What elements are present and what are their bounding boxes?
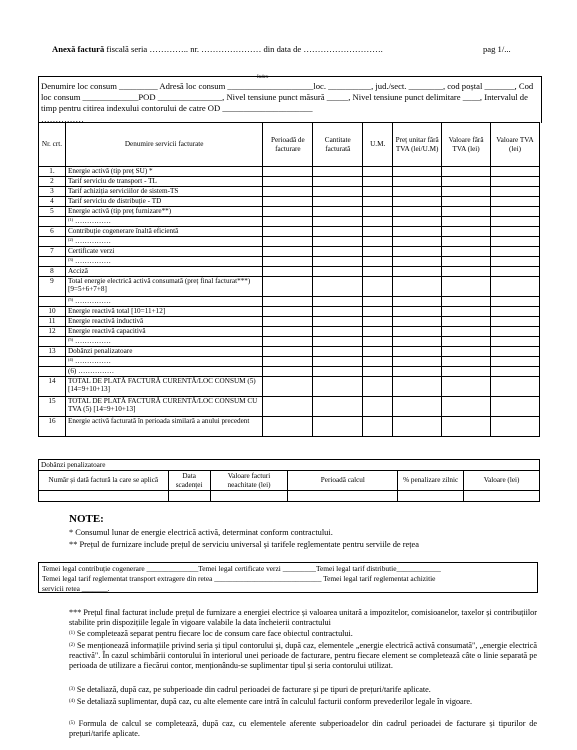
service-name [65,217,262,227]
empty-cell [313,357,363,367]
row-number: 6 [39,227,66,237]
legal-basis-line-1: Temei legal contribuție cogenerare ______________Temei legal certificate verzi _________Temei legal tarif distributie____________ [42,564,441,573]
empty-cell [313,327,363,337]
consumption-place-dots: …………… [41,114,84,124]
empty-cell [491,327,540,337]
empty-cell [442,167,491,177]
empty-cell [491,177,540,187]
penalty-column-header-4: Perioadă calcul [288,471,398,491]
empty-cell [393,247,442,257]
empty-cell [363,337,393,347]
row-number [39,337,66,347]
empty-cell [263,307,313,317]
empty-cell [393,377,442,397]
empty-cell [363,417,393,437]
empty-cell [393,227,442,237]
empty-cell [313,297,363,307]
row-number: 10 [39,307,66,317]
service-label: Tarif achiziția serviciilor de sistem-TS [67,187,179,195]
service-row [39,347,540,357]
service-row [39,277,540,297]
row-number: 4 [39,197,66,207]
empty-cell [393,297,442,307]
legal-basis-box [38,562,538,593]
row-number [39,367,66,377]
column-header-2: Denumire servicii facturate [65,123,262,167]
empty-cell [393,217,442,227]
empty-cell [313,277,363,297]
column-header-5: U.M. [363,123,393,167]
empty-cell [313,187,363,197]
empty-cell [491,337,540,347]
footnote-ref: (5) [67,337,74,342]
service-label: Energie activă (tip preț SU) * [67,167,153,175]
service-label: …………… [74,337,111,345]
footnote-3: $^{(3)}$ Se detaliază, după caz, pe subperioade din cadrul perioadei de facturare și pe tipuri de prețuri/tarife aplicate. [69,685,431,694]
empty-cell [442,377,491,397]
service-name [65,357,262,367]
row-number: 3 [39,187,66,197]
service-name [65,247,262,257]
empty-cell [363,217,393,227]
consumption-place-details: Denumire loc consum _________ Adresă loc consum ____________________loc. __________, jud./sect. ________, cod poștal _______, Cod loc consum _____________POD _______________, Nivel tensiune punct măsură _____, Nivel tensiune punct delimitare ____, Intervalul de timp pentru citirea indexului contorului de catre OD _____________________ [41,81,534,113]
empty-cell [491,397,540,417]
column-header-8: Valoare TVA (lei) [491,123,540,167]
empty-cell [491,347,540,357]
empty-cell [263,177,313,187]
empty-cell [363,397,393,417]
service-row [39,217,540,227]
empty-cell [363,297,393,307]
empty-cell [442,187,491,197]
empty-cell [263,317,313,327]
penalty-interest-title: Dobânzi penalizatoare [39,460,540,471]
empty-cell [313,397,363,417]
empty-cell [442,307,491,317]
empty-cell [393,317,442,327]
empty-cell [263,227,313,237]
empty-cell [393,337,442,347]
empty-cell [442,347,491,357]
column-header-3: Perioadă de facturare [263,123,313,167]
service-label: …………… [74,357,111,365]
empty-cell [491,417,540,437]
empty-cell [313,347,363,357]
empty-cell [491,207,540,217]
empty-cell [393,187,442,197]
empty-cell [313,197,363,207]
service-label: TOTAL DE PLATĂ FACTURĂ CURENTĂ/LOC CONSUM (5)[14=9+10+13] [67,377,256,393]
footnote-ref: (2) [67,237,74,242]
empty-cell [442,177,491,187]
empty-cell [442,217,491,227]
service-row [39,187,540,197]
empty-cell [363,227,393,237]
service-row [39,417,540,437]
service-label: Energie reactivă capacitivă [67,327,146,335]
penalty-column-header-2: Data scadenței [168,471,210,491]
empty-cell [313,267,363,277]
service-name [65,337,262,347]
services-table [38,122,540,437]
empty-cell [363,347,393,357]
empty-cell [442,297,491,307]
empty-cell [263,397,313,417]
footnote-1: $^{(1)}$ Se completează separat pentru fiecare loc de consum care face obiectul contractului. [69,629,353,638]
service-name [65,317,262,327]
penalty-column-header-3: Valoare facturi neachitate (lei) [210,471,288,491]
empty-cell [263,247,313,257]
empty-cell [263,357,313,367]
empty-cell [363,247,393,257]
empty-cell [393,307,442,317]
row-number: 16 [39,417,66,437]
empty-cell [491,167,540,177]
column-header-4: Cantitate facturată [313,123,363,167]
empty-cell [442,317,491,327]
empty-cell [491,217,540,227]
empty-cell [442,357,491,367]
empty-cell [363,357,393,367]
empty-cell [313,207,363,217]
service-row [39,297,540,307]
empty-cell [313,307,363,317]
footnote-ref: (4) [67,357,74,362]
service-label: Certificate verzi [67,247,115,255]
empty-cell [363,257,393,267]
row-number: 11 [39,317,66,327]
empty-cell [491,377,540,397]
empty-cell [442,337,491,347]
service-label: …………… [74,257,111,265]
row-number: 9 [39,277,66,297]
empty-cell [442,367,491,377]
service-row [39,377,540,397]
page-number: pag 1/... [483,44,511,54]
service-row [39,247,540,257]
empty-cell [263,187,313,197]
service-label: Energie reactivă inductivă [67,317,144,325]
empty-cell [363,187,393,197]
empty-cell [313,227,363,237]
row-number [39,297,66,307]
row-number: 12 [39,327,66,337]
service-row [39,337,540,347]
empty-cell [491,317,540,327]
service-name [65,237,262,247]
row-number: 1. [39,167,66,177]
row-number: 7 [39,247,66,257]
penalty-column-header-6: Valoare (lei) [464,471,540,491]
empty-cell [393,327,442,337]
empty-cell [491,367,540,377]
service-label: …………… [74,297,111,305]
service-row [39,357,540,367]
column-header-1: Nr. crt. [39,123,66,167]
empty-cell [393,267,442,277]
empty-cell [491,237,540,247]
service-label: Total energie electrică activă consumată (preț final facturat***) [9=5+6+7+8] [67,277,251,293]
empty-cell [393,177,442,187]
empty-cell [393,167,442,177]
empty-cell [442,227,491,237]
service-row [39,207,540,217]
empty-cell [491,257,540,267]
row-number: 8 [39,267,66,277]
empty-cell [491,227,540,237]
service-label: Tarif serviciu de distribuție - TD [67,197,162,205]
service-name [65,207,262,217]
legal-basis-line-2: Temei legal tarif reglementat transport extragere din retea _____________________________ Temei legal tarif reglementat achizitie [42,574,436,583]
empty-cell [313,247,363,257]
service-row [39,327,540,337]
consumption-place-info [38,76,542,123]
service-name [65,277,262,297]
empty-cell [442,197,491,207]
empty-cell [393,417,442,437]
empty-cell [491,357,540,367]
empty-cell [263,267,313,277]
empty-cell [313,317,363,327]
service-label: Dobânzi penalizatoare [67,347,133,355]
service-label: Energie reactivă total [10=11+12] [67,307,166,315]
service-row [39,397,540,417]
service-label: Energie activă (tip preț furnizare**) [67,207,172,215]
service-row [39,257,540,267]
penalty-interest-header [39,471,540,491]
empty-cell [313,257,363,267]
column-header-6: Preț unitar fără TVA (lei/U.M) [393,123,442,167]
empty-cell [393,237,442,247]
notes-title: NOTE: [69,513,104,525]
empty-cell [263,377,313,397]
empty-cell [263,277,313,297]
service-label: Contribuție cogenerare înaltă eficientă [67,227,179,235]
empty-cell [363,267,393,277]
empty-cell [363,177,393,187]
empty-cell [442,267,491,277]
empty-cell [263,327,313,337]
footnote-5: $^{(5)}$ Formula de calcul se completează, după caz, cu elementele aferente subperioadelor din cadrul perioadei de facturare și tipurilor de prețuri/tarife aplicate. [69,719,537,738]
empty-cell [363,307,393,317]
row-number: 14 [39,377,66,397]
service-name [65,197,262,207]
service-name [65,377,262,397]
empty-cell [393,367,442,377]
empty-cell [491,267,540,277]
empty-cell [393,277,442,297]
penalty-interest-empty-row [39,491,540,502]
service-name [65,257,262,267]
empty-cell [442,277,491,297]
penalty-column-header-1: Număr și dată factură la care se aplică [39,471,169,491]
service-name [65,187,262,197]
service-label: …………… [74,237,111,245]
row-number [39,217,66,227]
empty-cell [313,177,363,187]
service-name [65,297,262,307]
empty-cell [363,317,393,327]
empty-cell [442,417,491,437]
service-name [65,227,262,237]
service-name [65,267,262,277]
footnote-2: $^{(2)}$ Se menționează informațiile privind seria și tipul contorului și, după caz, elementele „energie electrică activă consumată", „energie electrică reactivă". În cazul schimbării contorului în interiorul unei perioade de facturare, pentru fiecare element se completează câte o linie separată pe perioada de utilizare a fiecărui contor, menționându-se suplimentar tipul și seria contorului utilizat. [69,641,538,670]
empty-cell [313,167,363,177]
empty-cell [363,197,393,207]
service-row [39,367,540,377]
footnote-ref: (1) [67,217,74,222]
empty-cell [263,237,313,247]
empty-cell [263,347,313,357]
service-label: Energie activă facturată în perioada similară a anului precedent [67,417,250,425]
empty-cell [442,237,491,247]
service-label: TOTAL DE PLATĂ FACTURĂ CURENTĂ/LOC CONSUM CU TVA (5) [14=9+10+13] [67,397,258,413]
footnote-ref: (5) [67,297,74,302]
service-name [65,367,262,377]
service-row [39,227,540,237]
legal-basis-line-3: servicii retea _______. [42,584,110,593]
row-number: 13 [39,347,66,357]
empty-cell [393,257,442,267]
empty-cell [313,237,363,247]
empty-cell [491,297,540,307]
row-number: 5 [39,207,66,217]
service-name [65,307,262,317]
empty-cell [263,417,313,437]
service-row [39,237,540,247]
footnote-ref: (3) [67,257,74,262]
empty-cell [263,207,313,217]
empty-cell [393,207,442,217]
invoice-annex-title: Anexă factură fiscală seria ………….. nr. ………………… din data de ………………………. [52,44,383,54]
empty-cell [393,347,442,357]
empty-cell [491,197,540,207]
empty-cell [491,277,540,297]
service-row [39,177,540,187]
empty-cell [363,207,393,217]
empty-cell [363,327,393,337]
empty-cell [491,247,540,257]
empty-cell [393,197,442,207]
empty-cell [313,417,363,437]
empty-cell [313,337,363,347]
empty-cell [442,207,491,217]
service-name [65,177,262,187]
empty-cell [263,337,313,347]
service-row [39,197,540,207]
note-2: ** Prețul de furnizare include prețul de serviciu universal și tarifele reglementate pentru serviile de rețea [69,540,419,549]
service-label: …………… [74,217,111,225]
note-1: * Consumul lunar de energie electrică activă, determinat conform contractului. [69,528,333,537]
empty-cell [442,247,491,257]
service-name [65,327,262,337]
penalty-column-header-5: % penalizare zilnic [398,471,464,491]
empty-cell [363,367,393,377]
index-label: Index [257,75,269,80]
row-number [39,357,66,367]
empty-cell [363,377,393,397]
service-row [39,267,540,277]
empty-cell [263,197,313,207]
empty-cell [263,257,313,267]
service-name [65,167,262,177]
service-row [39,307,540,317]
empty-cell [263,167,313,177]
empty-cell [393,397,442,417]
column-header-7: Valoare fără TVA (lei) [442,123,491,167]
row-number: 15 [39,397,66,417]
empty-cell [442,327,491,337]
row-number [39,257,66,267]
empty-cell [442,397,491,417]
services-table-header [39,123,540,167]
empty-cell [313,367,363,377]
empty-cell [393,357,442,367]
service-label: (6) …………… [67,367,115,375]
empty-cell [263,217,313,227]
empty-cell [263,297,313,307]
service-name [65,417,262,437]
row-number: 2 [39,177,66,187]
empty-cell [363,277,393,297]
empty-cell [363,167,393,177]
row-number [39,237,66,247]
penalty-interest-table [38,459,540,502]
service-label: Acciză [67,267,88,275]
empty-cell [313,217,363,227]
empty-cell [363,237,393,247]
service-name [65,397,262,417]
empty-cell [491,307,540,317]
service-row [39,317,540,327]
service-name [65,347,262,357]
empty-cell [491,187,540,197]
footnote-triple-star: *** Prețul final facturat include prețul de furnizare a energiei electrice și valoarea unitară a impozitelor, comisioanelor, taxelor și contribuțiilor stabilite prin dispozițiile legale în vigoare valabile la data încheierii contractului [69,608,537,627]
empty-cell [263,367,313,377]
empty-cell [442,257,491,267]
footnote-4: $^{(4)}$ Se detaliază suplimentar, după caz, cu alte elemente care intră în calculul facturii conform prevederilor legale în vigoare. [69,697,473,706]
empty-cell [313,377,363,397]
service-label: Tarif serviciu de transport - TL [67,177,157,185]
service-row [39,167,540,177]
